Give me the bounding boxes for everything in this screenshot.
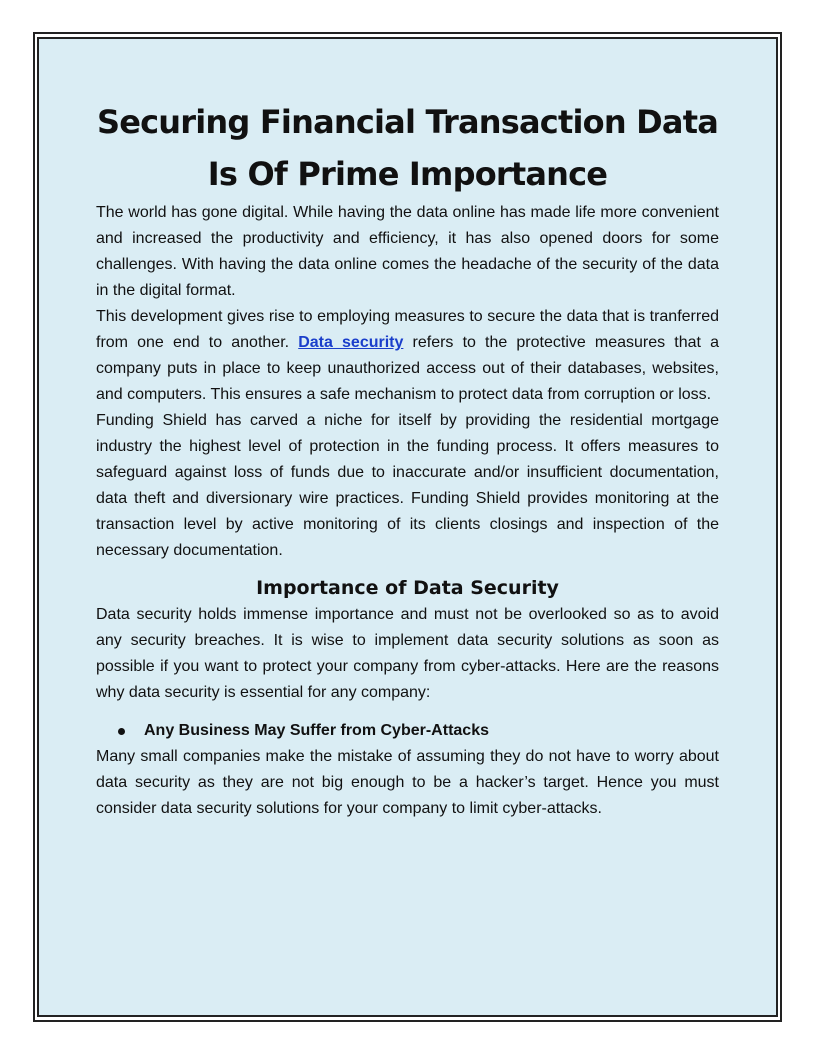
section-heading: Importance of Data Security (256, 577, 559, 599)
document-body (96, 96, 719, 822)
development-text-before-link: This development gives rise to employing measures to secure the data that is tranferred from one end to another. (96, 308, 719, 351)
development-paragraph (96, 304, 719, 408)
intro-paragraph: The world has gone digital. While having the data online has made life more convenient and increased the productivity and efficiency, it has also opened doors for some challenges. With having the data online comes the headache of the security of the data in the digital format. (96, 204, 719, 299)
funding-shield-paragraph: Funding Shield has carved a niche for itself by providing the residential mortgage industry the highest level of protection in the funding process. It offers measures to safeguard against loss of funds due to inaccurate and/or insufficient documentation, data theft and diversionary wire practices. Funding Shield provides monitoring at the transaction level by active monitoring of its clients closings and inspection of the necessary documentation. (96, 412, 719, 559)
closing-paragraph: Many small companies make the mistake of assuming they do not have to worry about data security as they are not big enough to be a hacker’s target. Hence you must consider data security solutions for your company to limit cyber-attacks. (96, 748, 719, 817)
document-title: Securing Financial Transaction Data Is Of Prime Importance (96, 103, 718, 193)
development-text-after-link: refers to the protective measures that a company puts in place to keep unauthorized access out of their databases, websites, and computers. This ensures a safe mechanism to protect data from corruption or loss. (96, 334, 719, 403)
data-security-link[interactable]: Data security (298, 334, 404, 351)
bullet-item-label: Any Business May Suffer from Cyber-Attacks (144, 722, 489, 739)
bullet-list-item (96, 718, 719, 744)
section-paragraph: Data security holds immense importance and must not be overlooked so as to avoid any security breaches. It is wise to implement data security solutions as soon as possible if you want to protect your company from cyber-attacks. Here are the reasons why data security is essential for any company: (96, 606, 719, 701)
bullet-dot-icon (118, 728, 125, 735)
